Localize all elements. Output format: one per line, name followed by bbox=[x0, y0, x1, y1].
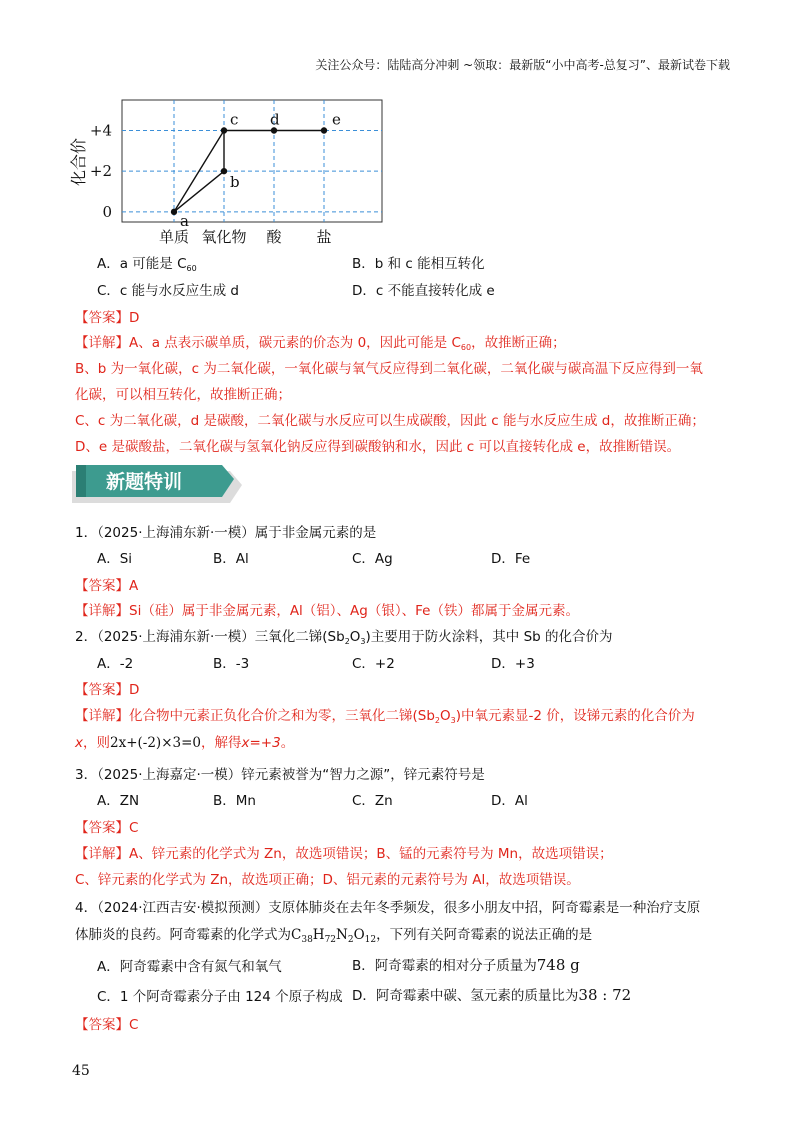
q0-answer: 【答案】D bbox=[75, 310, 140, 326]
x-category-label: 盐 bbox=[316, 228, 332, 246]
q3-option-b: B．Mn bbox=[213, 793, 256, 809]
q1-option-c: C．Ag bbox=[352, 551, 393, 567]
q2-detail-1: 【详解】化合物中元素正负化合价之和为零，三氧化二锑$(Sb_2O_3)$中氧元素显-2 价，设锑元素的化合价为 bbox=[75, 708, 695, 725]
grid-lines bbox=[122, 100, 382, 222]
q3-option-c: C．Zn bbox=[352, 793, 393, 809]
q1-option-b: B．Al bbox=[213, 551, 249, 567]
q0-detail-3: 化碳，可以相互转化，故推断正确； bbox=[75, 387, 291, 403]
q0-detail-1: 【详解】A、a 点表示碳单质，碳元素的价态为 0，因此可能是 $C_{60}$，故推断正确； bbox=[75, 335, 566, 352]
q2-stem: 2．（2025·上海浦东新·一模）三氧化二锑$(Sb_2O_3)$主要用于防火涂料，其中 Sb 的化合价为 bbox=[75, 629, 613, 646]
q4-option-a: A．阿奇霉素中含有氮气和氧气 bbox=[97, 959, 282, 975]
section-banner bbox=[72, 465, 242, 509]
q0-detail-5: D、e 是碳酸盐，二氧化碳与氢氧化钠反应得到碳酸钠和水，因此 c 可以直接转化成 e，故推断错误。 bbox=[75, 439, 681, 455]
page-number: 45 bbox=[72, 1063, 90, 1079]
x-category-label: 单质 bbox=[158, 228, 189, 246]
point-e bbox=[321, 127, 327, 133]
formula: $C_{38}H_{72}N_2O_{12}$ bbox=[291, 927, 377, 945]
x-category-label: 氧化物 bbox=[201, 228, 247, 246]
y-tick-labels bbox=[90, 122, 112, 221]
page-header: 关注公众号：陆陆高分冲刺 ~领取：最新版“小中高考-总复习”、最新试卷下载 bbox=[315, 58, 730, 72]
q2-option-d: D．+3 bbox=[491, 656, 535, 672]
point-label-b: b bbox=[230, 173, 240, 192]
q4-stem-2: 体肺炎的良药。阿奇霉素的化学式为$C_{38}H_{72}N_2O_{12}$，下列有关阿奇霉素的说法正确的是 bbox=[75, 927, 593, 945]
chart-frame bbox=[122, 100, 382, 222]
q2-detail-2: x，则2x+(-2)×3=0，解得x=+3。 bbox=[75, 735, 295, 751]
y-tick-label: 0 bbox=[102, 202, 112, 221]
q1-stem: 1．（2025·上海浦东新·一模）属于非金属元素的是 bbox=[75, 525, 377, 541]
q0-detail-4: C、c 为二氧化碳，d 是碳酸，二氧化碳与水反应可以生成碳酸，因此 c 能与水反应生成 d，故推断正确； bbox=[75, 413, 705, 429]
section-banner-title: 新题特训 bbox=[106, 471, 183, 493]
point-a bbox=[171, 209, 177, 215]
q3-answer: 【答案】C bbox=[75, 820, 139, 836]
q4-option-d: D．阿奇霉素中碳、氢元素的质量比为38 : 72 bbox=[352, 986, 632, 1004]
point-c bbox=[221, 127, 227, 133]
x-category-label: 酸 bbox=[266, 228, 282, 246]
q0-option-c: C．c 能与水反应生成 d bbox=[97, 283, 240, 299]
q3-option-a: A．ZN bbox=[97, 793, 140, 809]
q2-option-a: A．-2 bbox=[97, 656, 134, 672]
point-label-c: c bbox=[230, 110, 239, 129]
q0-option-b: B．b 和 c 能相互转化 bbox=[352, 256, 485, 272]
y-tick-label: +2 bbox=[89, 162, 112, 181]
point-label-e: e bbox=[332, 110, 341, 129]
q3-detail-2: C、锌元素的化学式为 Zn，故选项正确；D、铝元素的元素符号为 Al，故选项错误。 bbox=[75, 872, 580, 888]
q2-option-c: C．+2 bbox=[352, 656, 395, 672]
q2-option-b: B．-3 bbox=[213, 656, 250, 672]
q1-option-d: D．Fe bbox=[491, 551, 531, 567]
point-labels bbox=[180, 111, 341, 230]
q4-option-b: B．阿奇霉素的相对分子质量为748 g bbox=[352, 956, 580, 974]
point-label-a: a bbox=[180, 211, 189, 230]
connection-a-b bbox=[174, 171, 224, 212]
q4-option-c: C．1 个阿奇霉素分子由 124 个原子构成 bbox=[97, 989, 343, 1005]
q3-detail-1: 【详解】A、锌元素的化学式为 Zn，故选项错误；B、锰的元素符号为 Mn，故选项错误； bbox=[75, 846, 613, 862]
q0-detail-2: B、b 为一氧化碳，c 为二氧化碳，一氧化碳与氧气反应得到二氧化碳，二氧化碳与碳高温下反应得到一氧 bbox=[75, 361, 703, 377]
y-axis-label: 化合价 bbox=[69, 137, 88, 187]
q3-stem: 3．（2025·上海嘉定·一模）锌元素被誉为“智力之源”，锌元素符号是 bbox=[75, 767, 485, 783]
point-label-d: d bbox=[270, 110, 280, 129]
x-category-labels bbox=[60, 226, 390, 248]
q0-option-d: D．c 不能直接转化成 e bbox=[352, 283, 495, 299]
q3-option-d: D．Al bbox=[491, 793, 528, 809]
q0-option-a: A．a 可能是 $C_{60}$ bbox=[97, 256, 197, 273]
q1-answer: 【答案】A bbox=[75, 578, 139, 594]
q1-detail: 【详解】Si（硅）属于非金属元素，Al（铝）、Ag（银）、Fe（铁）都属于金属元素。 bbox=[75, 603, 579, 619]
q4-answer: 【答案】C bbox=[75, 1017, 139, 1033]
y-tick-label: +4 bbox=[89, 121, 112, 140]
point-b bbox=[221, 168, 227, 174]
q2-answer: 【答案】D bbox=[75, 682, 140, 698]
q1-option-a: A．Si bbox=[97, 551, 133, 567]
q4-stem-1: 4．（2024·江西吉安·模拟预测）支原体肺炎在去年冬季频发，很多小朋友中招，阿奇霉素是一种治疗支原 bbox=[75, 900, 701, 916]
